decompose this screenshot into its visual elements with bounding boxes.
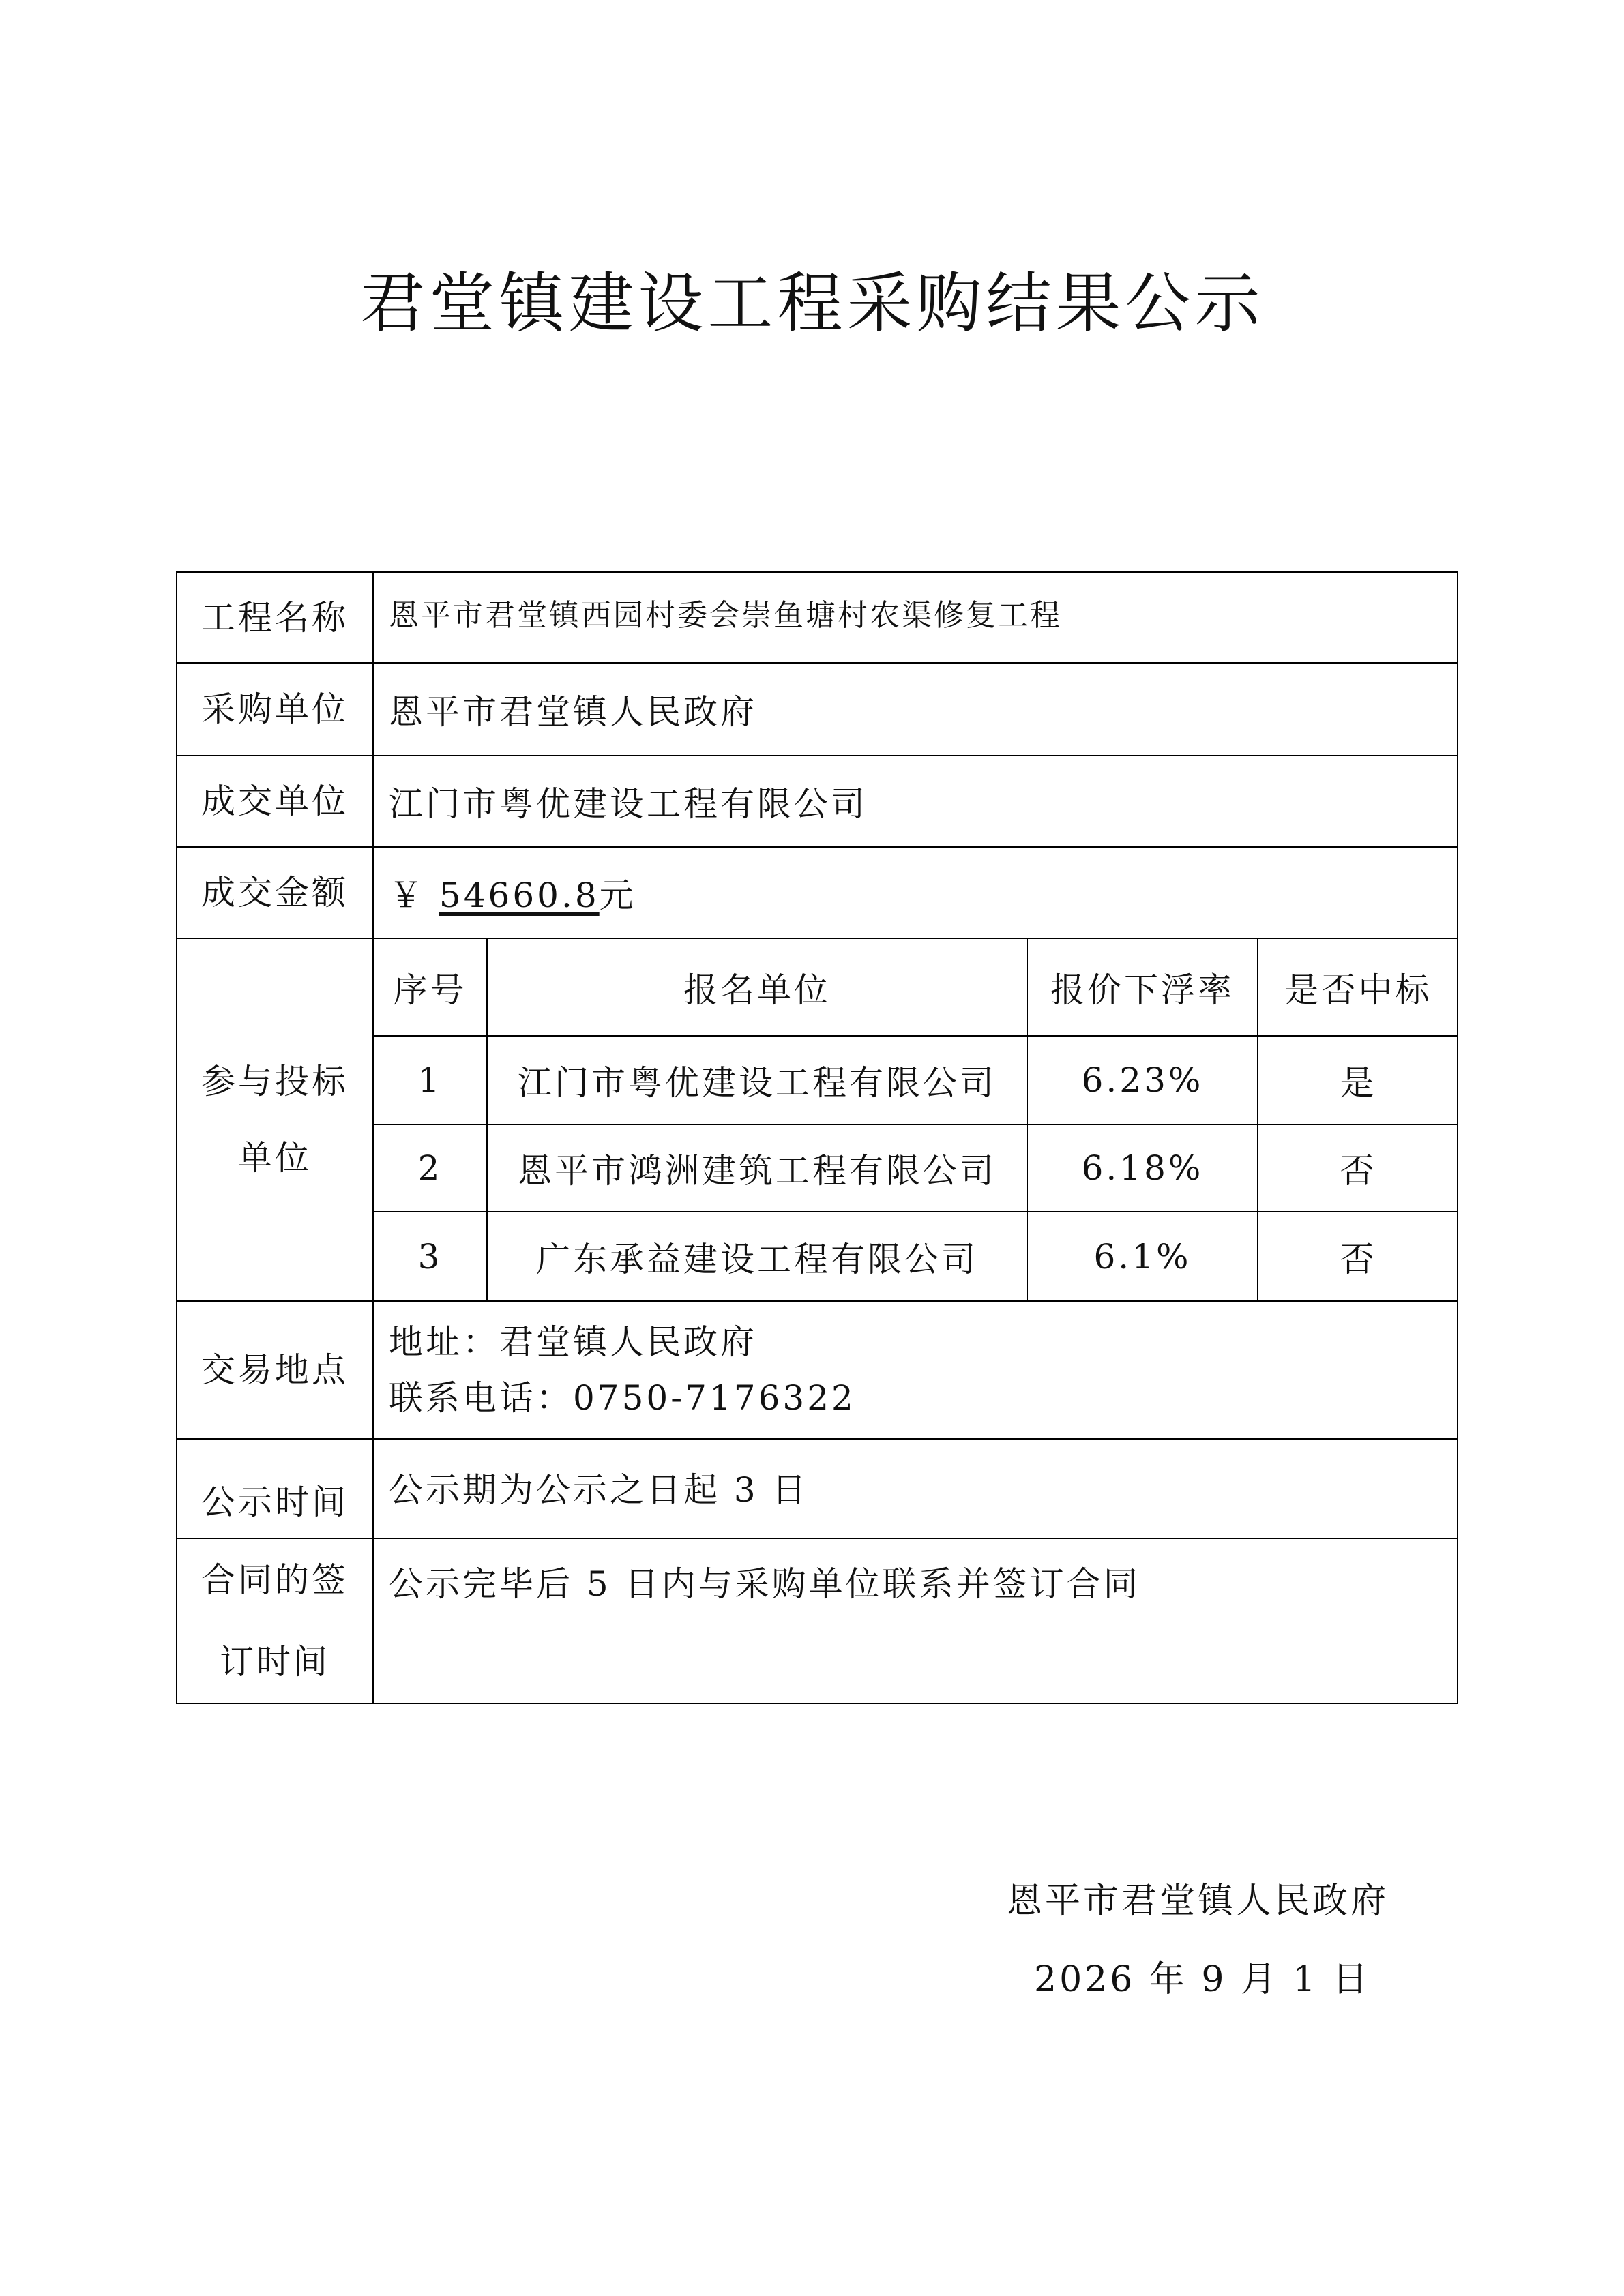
bidder-no: 1 xyxy=(374,1036,487,1124)
location-row xyxy=(177,1301,1458,1439)
notice-period-row xyxy=(177,1439,1458,1538)
amount-label: 成交金额 xyxy=(177,847,373,938)
contract-time-label-line1: 合同的签 xyxy=(201,1560,349,1600)
header-rate: 报价下浮率 xyxy=(1027,939,1258,1036)
bidders-label xyxy=(177,938,373,1301)
bidder-won: 否 xyxy=(1258,1124,1458,1212)
bidder-won: 是 xyxy=(1258,1036,1458,1124)
contract-time-label-line2: 订时间 xyxy=(220,1642,330,1682)
header-won: 是否中标 xyxy=(1258,939,1458,1036)
winner-row xyxy=(177,756,1458,847)
bidder-rate: 6.18% xyxy=(1027,1124,1258,1212)
notice-period-label: 公示时间 xyxy=(177,1439,373,1538)
bidders-row xyxy=(177,938,1458,1301)
location-label: 交易地点 xyxy=(177,1301,373,1439)
amount-number: 54660.8 xyxy=(439,876,600,915)
location-value xyxy=(373,1301,1458,1439)
bidder-no: 2 xyxy=(374,1124,487,1212)
location-address: 地址：君堂镇人民政府 xyxy=(389,1322,757,1362)
bidder-rate: 6.1% xyxy=(1027,1212,1258,1300)
table-row xyxy=(374,1212,1458,1300)
project-name-row xyxy=(177,572,1458,663)
contract-time-value: 公示完毕后 5 日内与采购单位联系并签订合同 xyxy=(373,1538,1458,1703)
bidders-label-line2: 单位 xyxy=(238,1138,312,1178)
amount-row xyxy=(177,847,1458,938)
bidders-table xyxy=(374,939,1458,1300)
purchaser-value: 恩平市君堂镇人民政府 xyxy=(373,663,1458,756)
header-company: 报名单位 xyxy=(487,939,1027,1036)
bidder-company: 江门市粤优建设工程有限公司 xyxy=(487,1036,1027,1124)
bidders-header-row xyxy=(374,939,1458,1036)
location-phone: 联系电话：0750-7176322 xyxy=(389,1378,856,1418)
winner-value: 江门市粤优建设工程有限公司 xyxy=(373,756,1458,847)
amount-unit: 元 xyxy=(599,876,636,915)
contract-time-label xyxy=(177,1538,373,1703)
winner-label: 成交单位 xyxy=(177,756,373,847)
contract-time-row xyxy=(177,1538,1458,1703)
currency-symbol: ￥ xyxy=(389,876,426,915)
bidder-rate: 6.23% xyxy=(1027,1036,1258,1124)
bidders-label-line1: 参与投标 xyxy=(201,1062,349,1101)
table-row xyxy=(374,1036,1458,1124)
signature-org: 恩平市君堂镇人民政府 xyxy=(1007,1881,1389,1922)
project-name-label: 工程名称 xyxy=(177,572,373,663)
bidder-company: 广东承益建设工程有限公司 xyxy=(487,1212,1027,1300)
bidder-company: 恩平市鸿洲建筑工程有限公司 xyxy=(487,1124,1027,1212)
page-title: 君堂镇建设工程采购结果公示 xyxy=(359,265,1265,342)
signature-date: 2026 年 9 月 1 日 xyxy=(1034,1959,1371,2000)
project-name-value: 恩平市君堂镇西园村委会崇鱼塘村农渠修复工程 xyxy=(373,572,1458,663)
header-no: 序号 xyxy=(374,939,487,1036)
purchaser-row xyxy=(177,663,1458,756)
table-row xyxy=(374,1124,1458,1212)
purchaser-label: 采购单位 xyxy=(177,663,373,756)
procurement-result-table xyxy=(176,571,1458,1704)
notice-period-value: 公示期为公示之日起 3 日 xyxy=(373,1439,1458,1538)
bidders-cell xyxy=(373,938,1458,1301)
bidder-won: 否 xyxy=(1258,1212,1458,1300)
amount-value xyxy=(373,847,1458,938)
bidder-no: 3 xyxy=(374,1212,487,1300)
